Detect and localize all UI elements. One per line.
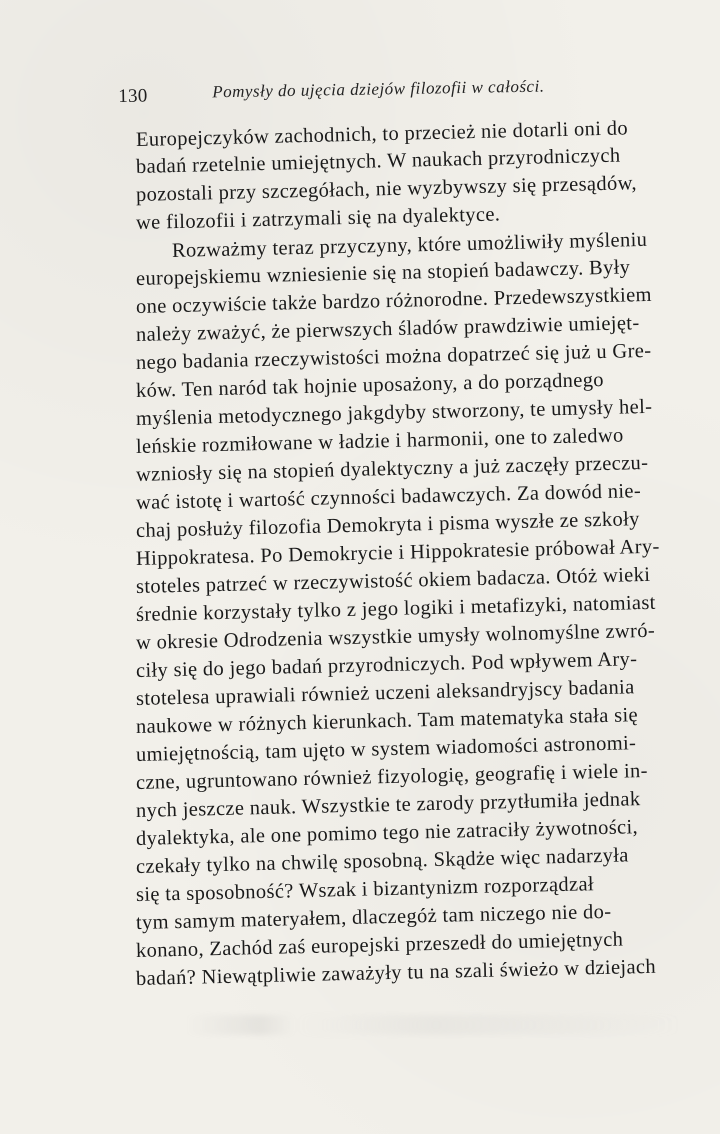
text-line: naukowe w różnych kierunkach. Tam matematyka stała się (135, 704, 639, 738)
text-line: średnie korzystały tylko z jego logiki i metafizyki, natomiast (135, 591, 656, 626)
text-line: w okresie Odrodzenia wszystkie umysły wolnomyślne zwró- (135, 619, 656, 654)
text-line: stoteles patrzeć w rzeczywistość okiem badacza. Otóż wieki (135, 563, 651, 598)
text-line: stotelesa uprawiali również uczeni aleksandryjscy badania (135, 676, 635, 710)
text-line: ciły się do jego badań przyrodniczych. Pod wpływem Ary- (135, 648, 638, 682)
text-line: nych jeszcze nauk. Wszystkie te zarody przytłumiła jednak (135, 788, 641, 822)
text-line: Rozważmy teraz przyczyny, które umożliwiły myśleniu (171, 228, 648, 262)
text-line: czekały tylko na chwilę sposobną. Skądże więc nadarzyła (135, 844, 629, 878)
text-line: się ta sposobność? Wszak i bizantynizm rozporządzał (135, 873, 595, 906)
text-line: dyalektyka, ale one pomimo tego nie zatraciły żywotności, (135, 816, 639, 850)
text-line: we filozofii i zatrzymali się na dyalektyce. (135, 203, 501, 234)
text-line: tym samym materyałem, dlaczegóż tam niczego nie do- (135, 900, 612, 934)
text-line: Europejczyków zachodnich, to przecież nie dotarli oni do (135, 117, 629, 151)
text-line: leńskie rozmiłowane w ładzie i harmonii, one to zaledwo (135, 424, 624, 458)
text-line: myślenia metodycznego jakgdyby stworzony, te umysły hel- (135, 395, 653, 430)
text-line: czne, ugruntowano również fizyologię, geografię i wiele in- (135, 759, 649, 794)
text-line: nego badania rzeczywistości można dopatrzeć się już u Gre- (135, 339, 652, 374)
text-line: wać istotę i wartość czynności badawczych. Za dowód nie- (135, 480, 642, 514)
text-line: pozostali przy szczegółach, nie wyzbywszy się przesądów, (135, 172, 638, 206)
text-line: badań? Niewątpliwie zaważyły tu na szali świeżo w dziejach (135, 955, 657, 990)
text-line: umiejętnością, tam ujęto w system wiadomości astronomi- (135, 732, 637, 766)
text-line: wzniosły się na stopień dyalektyczny a już zaczęły przeczu- (135, 451, 649, 486)
text-line: one oczywiście także bardzo różnorodne. Przedewszystkiem (135, 283, 653, 318)
text-line: konano, Zachód zaś europejski przeszedł do umiejętnych (135, 928, 624, 962)
text-line: europejskiemu wzniesienie się na stopień badawczy. Były (135, 256, 631, 290)
text-line: należy zważyć, że pierwszych śladów prawdziwie umiejęt- (135, 312, 640, 346)
running-title: Pomysły do ujęcia dziejów filozofii w całości. (212, 76, 545, 102)
text-line: ków. Ten naród tak hojnie uposażony, a do porządnego (135, 368, 605, 402)
text-line: Hippokratesa. Po Demokrycie i Hippokratesie próbował Ary- (135, 535, 660, 570)
page-number: 130 (118, 85, 148, 107)
text-line: badań rzetelnie umiejętnych. W naukach przyrodniczych (135, 144, 621, 178)
show-through-shadow (185, 1015, 685, 1035)
text-line: chaj posłuży filozofia Demokryta i pisma wyszłe ze szkoły (135, 508, 640, 542)
